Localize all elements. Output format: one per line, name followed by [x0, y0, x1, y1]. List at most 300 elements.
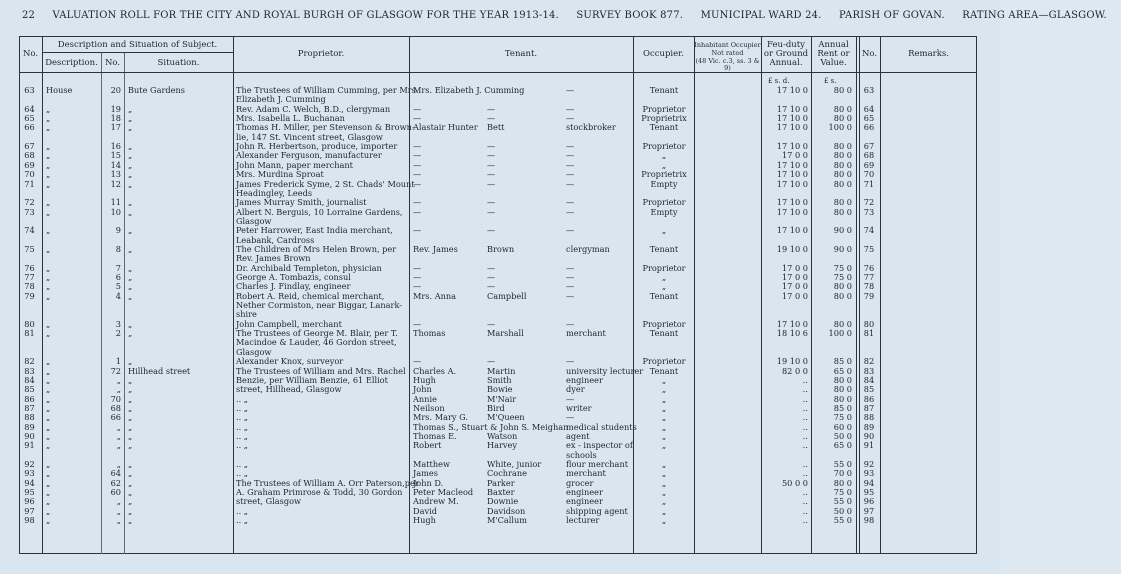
entry-feu-duty: .. [802, 412, 808, 423]
entry-house-number: „ [116, 384, 121, 395]
roll-title: VALUATION ROLL FOR THE CITY AND ROYAL BURGH OF GLASGOW FOR THE YEAR 1913-14. [52, 10, 559, 21]
entry-number-right: 90 [863, 430, 875, 441]
entry-house-number: 2 [115, 328, 121, 339]
entry-situation: „ [128, 290, 133, 301]
entry-tenant-designation: flour merchant [566, 459, 629, 469]
entry-annual-rent: 80 0 [833, 85, 852, 95]
entry-proprietor: lie, 147 St. Vincent street, Glasgow [236, 131, 383, 142]
entry-number: 76 [24, 262, 35, 273]
survey-book: SURVEY BOOK 877. [576, 10, 684, 21]
entry-occupier: „ [661, 150, 667, 161]
entry-description: „ [46, 150, 51, 161]
entry-number: 94 [24, 477, 35, 488]
entry-occupier: Tenant [649, 122, 679, 133]
entry-number-right: 67 [863, 141, 875, 152]
entry-occupier: „ [661, 468, 667, 479]
entry-tenant-first: Mrs. Elizabeth J. Cumming [413, 85, 525, 95]
header-inhabitant-1: Inhabitant Occupier [694, 41, 761, 49]
entry-tenant-first: Alastair Hunter [413, 122, 478, 133]
entry-tenant-designation: — [566, 262, 575, 273]
entry-number-right: 64 [863, 103, 875, 114]
entry-occupier: „ [661, 281, 667, 292]
header-description-group: Description and Situation of Subject. [57, 40, 218, 50]
entry-number: 79 [24, 290, 35, 301]
entry-tenant-surname: Cochrane [487, 468, 527, 479]
entry-annual-rent: 80 0 [833, 318, 852, 329]
header-feu-1: Feu-duty [767, 40, 805, 50]
entry-number: 65 [24, 113, 35, 124]
entry-occupier: „ [661, 272, 667, 282]
entry-feu-duty: 17 10 0 [776, 197, 808, 208]
entry-proprietor: The Trustees of George M. Blair, per T. [236, 328, 398, 339]
entry-number-right: 86 [863, 393, 875, 404]
entry-description: „ [46, 402, 51, 413]
entry-tenant-first: John [413, 384, 432, 395]
entry-tenant-first: — [413, 262, 422, 273]
entry-tenant-designation: — [566, 318, 575, 329]
entry-occupier: Proprietor [642, 356, 686, 367]
entry-occupier: Empty [650, 206, 678, 217]
entry-tenant-surname: Campbell [487, 290, 527, 301]
entry-proprietor: The Trustees of William and Mrs. Rachel [236, 365, 406, 376]
entry-proprietor: street, Hillhead, Glasgow [236, 384, 342, 395]
entry-occupier: „ [661, 402, 667, 413]
entry-number-right: 79 [863, 290, 875, 301]
entry-situation: „ [128, 328, 133, 339]
entry-feu-duty: 17 10 0 [776, 159, 808, 170]
entry-feu-duty: 17 10 0 [776, 103, 808, 114]
entry-proprietor: Dr. Archibald Templeton, physician [236, 262, 382, 273]
entry-number: 86 [24, 393, 35, 404]
entry-proprietor: The Children of Mrs Helen Brown, per [236, 243, 397, 254]
entry-proprietor: Mrs. Isabella L. Buchanan [236, 113, 345, 124]
entry-feu-duty: .. [802, 515, 808, 526]
entry-tenant-surname: Baxter [487, 487, 515, 498]
entry-feu-duty: 17 10 0 [776, 206, 808, 217]
entry-feu-duty: 17 0 0 [781, 272, 808, 282]
entry-tenant-designation: university lecturer [566, 365, 644, 376]
entry-number: 82 [24, 356, 35, 367]
entry-description: „ [46, 113, 51, 124]
entry-tenant-surname: — [487, 318, 496, 329]
entry-proprietor: John R. Herbertson, produce, importer [236, 141, 398, 152]
entry-number-right: 96 [863, 496, 875, 507]
entry-number: 73 [24, 206, 35, 217]
entry-situation: „ [128, 496, 133, 507]
header-feu-2: or Ground [763, 49, 809, 59]
entry-situation: „ [128, 402, 133, 413]
entry-house-number: 15 [110, 150, 121, 161]
entry-proprietor: .. „ [236, 515, 249, 526]
entry-tenant-designation: dyer [566, 384, 585, 395]
entry-annual-rent: 75 0 [833, 487, 852, 498]
entry-tenant-first: — [413, 318, 422, 329]
entry-annual-rent: 80 0 [833, 113, 852, 124]
entry-feu-duty: .. [802, 402, 808, 413]
entry-description: „ [46, 365, 51, 376]
entry-feu-duty: .. [802, 440, 808, 451]
entry-tenant-first: — [413, 272, 422, 282]
entry-number-right: 87 [863, 402, 875, 413]
entry-number-right: 71 [863, 178, 875, 189]
entry-tenant-first: — [413, 281, 422, 292]
entry-number-right: 69 [863, 159, 875, 170]
entry-tenant-designation: — [566, 412, 575, 423]
entry-description: „ [46, 356, 51, 367]
entry-tenant-surname: — [487, 169, 496, 180]
entry-annual-rent: 75 0 [833, 272, 852, 282]
entry-number: 84 [24, 374, 35, 385]
entry-description: „ [46, 515, 51, 526]
entry-house-number: 5 [115, 281, 121, 292]
entry-description: „ [46, 440, 51, 451]
entry-house-number: 12 [110, 178, 121, 189]
entry-description: „ [46, 169, 51, 180]
entry-number: 63 [24, 85, 35, 95]
entry-proprietor: John Campbell, merchant [236, 318, 342, 329]
entry-tenant-surname: M'Queen [487, 412, 525, 423]
entry-situation: „ [128, 206, 133, 217]
entry-proprietor: .. „ [236, 440, 249, 451]
entry-number: 69 [24, 159, 35, 170]
entry-description: „ [46, 197, 51, 208]
entry-occupier: „ [661, 496, 667, 507]
entry-proprietor: Rev. Adam C. Welch, B.D., clergyman [236, 103, 391, 114]
entry-occupier: „ [661, 412, 667, 423]
entry-feu-duty: .. [802, 384, 808, 395]
entry-tenant-surname: — [487, 281, 496, 292]
entry-house-number: 60 [110, 487, 121, 498]
entry-number-right: 80 [863, 318, 875, 329]
entry-description: „ [46, 393, 51, 404]
entry-tenant-designation: — [566, 272, 575, 282]
entry-situation: „ [128, 103, 133, 114]
entry-tenant-designation: — [566, 159, 575, 170]
entry-description: „ [46, 159, 51, 170]
entry-annual-rent: 80 0 [833, 206, 852, 217]
entry-proprietor: .. „ [236, 412, 249, 423]
entry-house-number: 19 [110, 103, 121, 114]
entry-occupier: „ [661, 159, 667, 170]
entry-annual-rent: 85 0 [833, 402, 852, 413]
entry-occupier: Tenant [649, 290, 679, 301]
entry-tenant-designation: grocer [566, 477, 594, 488]
entry-feu-duty: 18 10 6 [776, 328, 808, 339]
entry-proprietor: Mrs. Murdina Sproat [236, 169, 324, 180]
entry-situation: „ [128, 393, 133, 404]
header-no: No. [22, 49, 39, 59]
entry-tenant-designation: shipping agent [566, 505, 628, 516]
entry-number-right: 74 [863, 225, 875, 236]
entry-tenant-surname: Bird [487, 402, 505, 413]
entry-feu-duty: 17 10 0 [776, 169, 808, 180]
entry-description: „ [46, 384, 51, 395]
entry-situation: „ [128, 468, 133, 479]
entry-situation: „ [128, 197, 133, 208]
entry-tenant-first: — [413, 103, 422, 114]
entry-proprietor: .. „ [236, 421, 249, 432]
entry-description: „ [46, 412, 51, 423]
entry-tenant-first: Neilson [413, 402, 445, 413]
entry-tenant-designation: merchant [566, 468, 606, 479]
entry-house-number: 17 [110, 122, 121, 133]
entry-number: 68 [24, 150, 35, 161]
entry-house-number: 9 [115, 225, 121, 236]
entry-proprietor: .. „ [236, 393, 249, 404]
entry-house-number: 1 [115, 356, 121, 367]
header-rent-1: Annual [818, 40, 849, 50]
entry-house-number: 20 [110, 85, 121, 95]
entry-situation: „ [128, 459, 133, 469]
entry-situation: „ [128, 430, 133, 441]
page-number: 22 [22, 10, 36, 21]
entry-feu-duty: 17 10 0 [776, 178, 808, 189]
entry-tenant-designation: — [566, 197, 575, 208]
entry-situation: „ [128, 374, 133, 385]
entry-feu-duty: 19 10 0 [776, 243, 808, 254]
entry-feu-duty: 17 0 0 [781, 150, 808, 161]
entry-tenant-surname: — [487, 197, 496, 208]
entry-feu-duty: 17 10 0 [776, 141, 808, 152]
entry-description: „ [46, 225, 51, 236]
entry-annual-rent: 65 0 [833, 365, 852, 376]
entry-situation: „ [128, 515, 133, 526]
entry-occupier: Tenant [649, 243, 679, 254]
entry-house-number: 66 [110, 412, 121, 423]
entry-feu-duty: 17 10 0 [776, 225, 808, 236]
entry-description: „ [46, 430, 51, 441]
entry-number-right: 70 [863, 169, 875, 180]
entry-house-number: 70 [110, 393, 121, 404]
entry-feu-duty: .. [802, 468, 808, 479]
entry-tenant-surname: — [487, 103, 496, 114]
entry-proprietor: James Murray Smith, journalist [236, 197, 367, 208]
entry-proprietor: A. Graham Primrose & Todd, 30 Gordon [236, 487, 403, 498]
entry-situation: „ [128, 178, 133, 189]
entry-number: 93 [24, 468, 35, 479]
entry-tenant-first: Thomas [413, 328, 446, 339]
header-situation: Situation. [157, 58, 200, 68]
entry-feu-duty: 17 10 0 [776, 318, 808, 329]
entry-tenant-designation: writer [566, 402, 592, 413]
entry-tenant-first: Thomas S., Stuart & John S. Meighan [413, 421, 569, 432]
feu-money-units: £ s. d. [768, 77, 790, 85]
entry-tenant-designation: engineer [566, 374, 603, 385]
entry-situation: „ [128, 440, 133, 451]
entry-proprietor: .. „ [236, 430, 249, 441]
entry-situation: „ [128, 141, 133, 152]
entry-house-number: „ [116, 421, 121, 432]
entry-proprietor: John Mann, paper merchant [236, 159, 353, 170]
entry-number: 74 [24, 225, 35, 236]
entry-house-number: „ [116, 430, 121, 441]
entry-feu-duty: .. [802, 459, 808, 469]
entry-house-number: 14 [110, 159, 121, 170]
entry-occupier: Proprietor [642, 197, 686, 208]
entry-number-right: 65 [863, 113, 875, 124]
entry-proprietor: Alexander Knox, surveyor [236, 356, 344, 367]
entry-tenant-surname: — [487, 225, 496, 236]
entry-number: 66 [24, 122, 35, 133]
entry-tenant-first: David [413, 505, 437, 516]
entry-occupier: „ [661, 515, 667, 526]
entry-description: „ [46, 459, 51, 469]
entry-house-number: „ [116, 496, 121, 507]
entry-description: „ [46, 496, 51, 507]
header-proprietor: Proprietor. [297, 49, 345, 59]
entry-occupier: Proprietor [642, 103, 686, 114]
entry-situation: „ [128, 384, 133, 395]
header-rent-3: Value. [820, 58, 847, 68]
entry-feu-duty: .. [802, 496, 808, 507]
entry-tenant-first: — [413, 356, 422, 367]
header-occupier: Occupier. [643, 49, 684, 59]
entry-number: 88 [24, 412, 35, 423]
entry-number-right: 73 [863, 206, 875, 217]
entry-house-number: „ [116, 505, 121, 516]
entry-annual-rent: 80 0 [833, 290, 852, 301]
entry-proprietor: George A. Tombazis, consul [236, 272, 351, 282]
entry-proprietor: Glasgow [236, 346, 272, 357]
entry-tenant-designation: — [566, 281, 575, 292]
entry-tenant-designation: — [566, 141, 575, 152]
entry-situation: „ [128, 225, 133, 236]
entry-number: 70 [24, 169, 35, 180]
entry-feu-duty: .. [802, 374, 808, 385]
entry-situation: „ [128, 159, 133, 170]
entry-feu-duty: 19 10 0 [776, 356, 808, 367]
entry-tenant-designation: schools [566, 449, 597, 460]
entry-occupier: „ [661, 430, 667, 441]
entry-tenant-first: Mrs. Mary G. [413, 412, 468, 423]
entry-proprietor: .. „ [236, 505, 249, 516]
entry-annual-rent: 70 0 [833, 468, 852, 479]
entry-tenant-surname: — [487, 178, 496, 189]
entry-number: 87 [24, 402, 35, 413]
entry-proprietor: Rev. James Brown [236, 253, 311, 264]
entry-occupier: Proprietor [642, 262, 686, 273]
entry-tenant-designation: — [566, 85, 575, 95]
entry-house-number: „ [116, 515, 121, 526]
entry-occupier: Tenant [649, 328, 679, 339]
entry-number: 97 [24, 505, 35, 516]
entry-tenant-first: — [413, 197, 422, 208]
entry-number: 75 [24, 243, 35, 254]
entry-occupier: „ [661, 505, 667, 516]
entry-occupier: Proprietor [642, 318, 686, 329]
entry-number: 83 [24, 365, 35, 376]
entry-tenant-designation: clergyman [566, 243, 610, 254]
entry-proprietor: Robert A. Reid, chemical merchant, [236, 290, 385, 301]
entry-tenant-designation: merchant [566, 328, 606, 339]
entry-tenant-surname: — [487, 159, 496, 170]
municipal-ward: MUNICIPAL WARD 24. [700, 10, 822, 21]
header-rent-2: Rent or [817, 49, 850, 59]
entry-tenant-first: Matthew [413, 459, 450, 469]
entry-tenant-surname: Smith [487, 374, 512, 385]
entry-tenant-designation: — [566, 225, 575, 236]
entry-annual-rent: 90 0 [833, 225, 852, 236]
entry-description: „ [46, 141, 51, 152]
entry-annual-rent: 80 0 [833, 384, 852, 395]
entry-tenant-surname: Martin [487, 365, 516, 376]
entry-proprietor: Charles J. Findlay, engineer [236, 281, 351, 292]
entry-tenant-designation: — [566, 206, 575, 217]
header-rule [19, 72, 977, 73]
entry-annual-rent: 80 0 [833, 374, 852, 385]
entry-number: 78 [24, 281, 35, 292]
entry-annual-rent: 80 0 [833, 281, 852, 292]
entry-feu-duty: .. [802, 421, 808, 432]
entry-number-right: 98 [863, 515, 875, 526]
entry-number-right: 92 [863, 459, 875, 469]
entry-number-right: 76 [863, 262, 875, 273]
entry-number-right: 66 [863, 122, 875, 133]
entry-number-right: 82 [863, 356, 875, 367]
entry-tenant-first: — [413, 225, 422, 236]
entry-number-right: 91 [863, 440, 875, 451]
entry-number: 92 [24, 459, 35, 469]
entry-description: „ [46, 243, 51, 254]
entry-situation: „ [128, 318, 133, 329]
entry-occupier: Proprietor [642, 141, 686, 152]
entry-proprietor: Alexander Ferguson, manufacturer [236, 150, 382, 161]
entry-proprietor: Glasgow [236, 215, 272, 226]
entry-description: „ [46, 178, 51, 189]
entry-proprietor: Peter Harrower, East India merchant, [236, 225, 393, 236]
entry-number-right: 84 [863, 374, 875, 385]
entry-occupier: Tenant [649, 365, 679, 376]
entry-proprietor: .. „ [236, 468, 249, 479]
entry-occupier: „ [661, 440, 667, 451]
entry-tenant-designation: agent [566, 430, 590, 441]
rating-area: RATING AREA—GLASGOW. [962, 10, 1107, 21]
entry-tenant-surname: Davidson [487, 505, 526, 516]
entry-tenant-designation: engineer [566, 487, 603, 498]
entry-proprietor: James Frederick Syme, 2 St. Chads' Mount [236, 178, 415, 189]
entry-number-right: 72 [863, 197, 875, 208]
entry-occupier: „ [661, 487, 667, 498]
entry-tenant-first: Andrew M. [413, 496, 459, 507]
entry-number: 85 [24, 384, 35, 395]
page-header [22, 10, 1107, 21]
entry-annual-rent: 65 0 [833, 440, 852, 451]
entry-tenant-surname: — [487, 356, 496, 367]
entry-tenant-surname: — [487, 262, 496, 273]
entry-description: „ [46, 122, 51, 133]
entry-occupier: „ [661, 374, 667, 385]
header-no-right: No. [861, 49, 878, 59]
entry-proprietor: Macindoe & Lauder, 46 Gordon street, [236, 337, 397, 348]
entry-situation: „ [128, 113, 133, 124]
entry-tenant-first: James [413, 468, 438, 479]
entry-house-number: 16 [110, 141, 121, 152]
entry-tenant-surname: — [487, 113, 496, 124]
entry-feu-duty: 17 10 0 [776, 85, 808, 95]
entry-situation: „ [128, 281, 133, 292]
entry-number: 91 [24, 440, 35, 451]
entry-tenant-first: Robert [413, 440, 442, 451]
header-number: No. [104, 58, 121, 68]
entry-proprietor: .. „ [236, 402, 249, 413]
entry-situation: „ [128, 412, 133, 423]
entry-feu-duty: 17 0 0 [781, 290, 808, 301]
entry-occupier: „ [661, 393, 667, 404]
entry-tenant-surname: Bowie [487, 384, 513, 395]
entry-feu-duty: 17 0 0 [781, 262, 808, 273]
entry-number-right: 88 [863, 412, 875, 423]
entry-description: „ [46, 206, 51, 217]
